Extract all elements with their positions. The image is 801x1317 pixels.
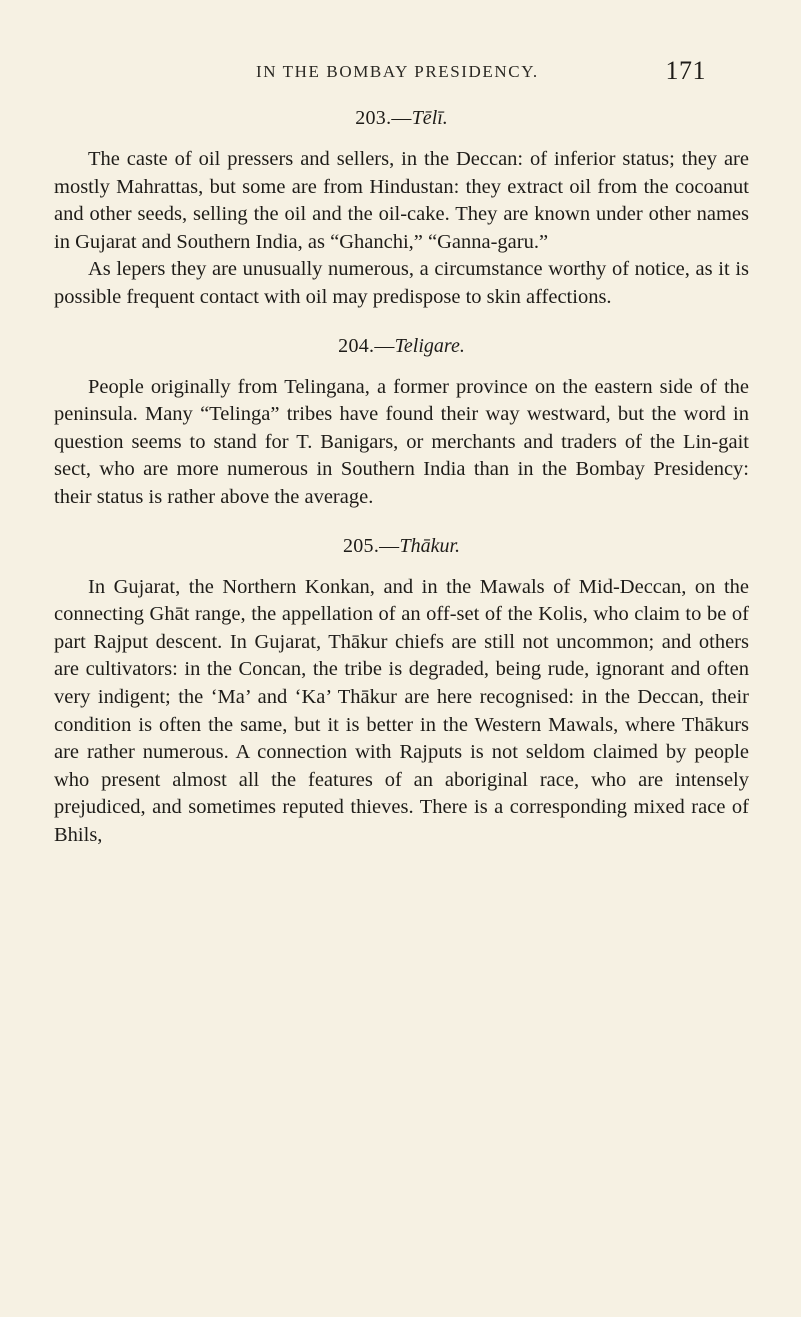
- paragraph: As lepers they are unusually numerous, a circumstance worthy of notice, as it is possible frequent contact with oil may predispose to skin affections.: [54, 258, 749, 308]
- section-heading: [54, 104, 749, 132]
- section-heading: [54, 532, 749, 560]
- section-205: [54, 532, 749, 850]
- running-title: IN THE BOMBAY PRESIDENCY.: [256, 62, 539, 81]
- paragraph: The caste of oil pressers and sellers, in the Deccan: of inferior status; they are mostly Mahrattas, but some are from Hindustan: they extract oil from the cocoanut and other seeds, selling the oil and the oil-cake. They are known under other names in Gujarat and Southern India, as “Ghanchi,” “Ganna-garu.”: [54, 148, 749, 253]
- running-head: [256, 56, 706, 86]
- page-number: 171: [665, 56, 706, 85]
- section-204: [54, 332, 749, 512]
- section-203: [54, 104, 749, 312]
- section-name: Teligare.: [394, 334, 465, 357]
- paragraph: People originally from Telingana, a former province on the eastern side of the peninsula. Many “Telinga” tribes have found their way westward, but the word in question seems to stand for T. Banigars, or merchants and traders of the Lin-gait sect, who are more numerous in Southern India than in the Bombay Presidency: their status is rather above the average.: [54, 375, 749, 508]
- page-body: [54, 104, 749, 849]
- section-heading: [54, 332, 749, 360]
- paragraph: In Gujarat, the Northern Konkan, and in the Mawals of Mid-Deccan, on the connecting Ghāt range, the appellation of an off-set of the Kolis, who claim to be of part Rajput descent. In Gujarat, Thākur chiefs are still not uncommon; and others are cultivators: in the Concan, the tribe is degraded, being rude, ignorant and often very indigent; the ‘Ma’ and ‘Ka’ Thākur are here recognised: in the Deccan, their condition is often the same, but it is better in the Western Mawals, where Thākurs are rather numerous. A connection with Rajputs is not seldom claimed by people who present almost all the features of an aboriginal race, who are intensely prejudiced, and sometimes reputed thieves. There is a corresponding mixed race of Bhils,: [54, 575, 749, 846]
- section-name: Thākur.: [399, 534, 461, 557]
- section-name: Tēlī.: [411, 107, 448, 129]
- section-number: 204.—: [338, 334, 395, 357]
- section-number: 205.—: [342, 534, 400, 557]
- section-number: 203.—: [355, 107, 412, 129]
